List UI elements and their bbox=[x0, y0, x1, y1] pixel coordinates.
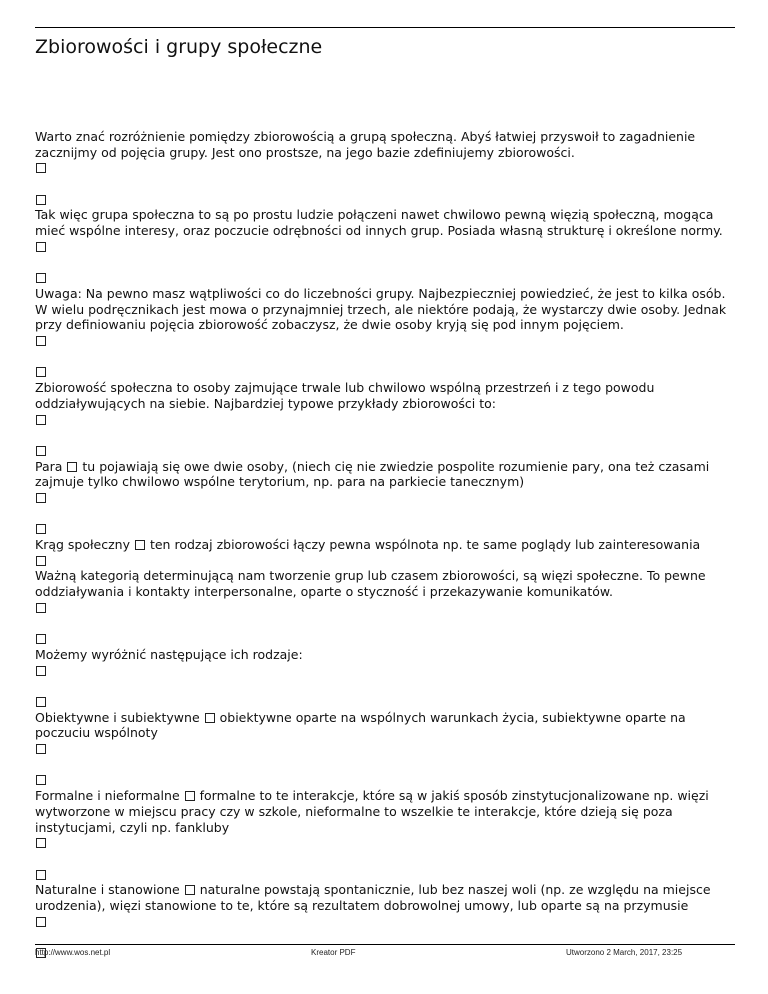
footer-generator: Kreator PDF bbox=[311, 948, 356, 957]
tie-text: naturalne powstają spontanicznie, lub bez naszej woli (np. ze względu na miejsce urodzenia), więzi stanowione to te, które są rezultatem dobrowolnej umowy, lub oparte są na przymusie bbox=[35, 882, 711, 914]
checkbox-glyph-icon bbox=[36, 336, 46, 346]
paragraph-tie-types-lead: Możemy wyróżnić następujące ich rodzaje: bbox=[35, 646, 303, 662]
checkbox-glyph-icon bbox=[36, 163, 46, 173]
checkbox-glyph-icon bbox=[36, 446, 46, 456]
checkbox-glyph-icon bbox=[36, 634, 46, 644]
checkbox-glyph-icon bbox=[205, 713, 215, 723]
checkbox-glyph-icon bbox=[36, 493, 46, 503]
page-title: Zbiorowości i grupy społeczne bbox=[35, 36, 323, 58]
checkbox-glyph-icon bbox=[36, 697, 46, 707]
bullet-box bbox=[35, 412, 735, 428]
checkbox-glyph-icon bbox=[36, 415, 46, 425]
bullet-box bbox=[35, 490, 735, 506]
checkbox-glyph-icon bbox=[36, 744, 46, 754]
checkbox-glyph-icon bbox=[135, 540, 145, 550]
footer-url-link[interactable]: http://www.wos.net.pl bbox=[35, 948, 111, 957]
document-body bbox=[35, 129, 735, 961]
checkbox-glyph-icon bbox=[36, 195, 46, 205]
checkbox-glyph-icon bbox=[36, 917, 46, 927]
bullet-box bbox=[35, 663, 735, 679]
bullet-box bbox=[35, 553, 735, 569]
item-text: ten rodzaj zbiorowości łączy pewna wspólnota np. te same poglądy lub zainteresowania bbox=[149, 537, 701, 553]
list-item-para bbox=[35, 459, 735, 490]
checkbox-glyph-icon bbox=[36, 603, 46, 613]
paragraph-group-definition: Tak więc grupa społeczna to są po prostu ludzie połączeni nawet chwilowo pewną więzią społeczną, mogąca mieć wspólne interesy, oraz poczucie odrębności od innych grup. Posiada własną strukturę i określone normy. bbox=[35, 207, 723, 239]
paragraph-social-ties: Ważną kategorią determinującą nam tworzenie grup lub czasem zbiorowości, są więzi społeczne. To pewne oddziaływania i kontakty interpersonalne, oparte o styczność i przekazywanie komunikatów. bbox=[35, 568, 706, 600]
bullet-box bbox=[35, 631, 735, 647]
footer-created-date: Utworzono 2 March, 2017, 23:25 bbox=[566, 948, 683, 957]
checkbox-glyph-icon bbox=[36, 838, 46, 848]
bullet-box bbox=[35, 239, 735, 255]
tie-type-formal-informal bbox=[35, 788, 735, 835]
checkbox-glyph-icon bbox=[185, 885, 195, 895]
bullet-box bbox=[35, 443, 735, 459]
bullet-box bbox=[35, 741, 735, 757]
tie-text: obiektywne oparte na wspólnych warunkach życia, subiektywne oparte na poczuciu wspólnoty bbox=[35, 709, 686, 741]
bullet-box bbox=[35, 521, 735, 537]
tie-type-objective-subjective bbox=[35, 710, 735, 741]
bullet-box bbox=[35, 364, 735, 380]
checkbox-glyph-icon bbox=[36, 666, 46, 676]
tie-text: formalne to te interakcje, które są w jakiś sposób zinstytucjonalizowane np. więzi wytworzone w miejscu pracy czy w szkole, nieformalne to wszelkie te interakcje, które dzieją się poza instytucjami, czyli np. fankluby bbox=[35, 788, 709, 835]
checkbox-glyph-icon bbox=[36, 870, 46, 880]
paragraph-group-size-note: Uwaga: Na pewno masz wątpliwości co do liczebności grupy. Najbezpieczniej powiedzieć, że jest to kilka osób. W wielu podręcznikach jest mowa o przynajmniej trzech, ale niektóre podają, że wystarczy dwie osoby. Jednak przy definiowaniu pojęcia zbiorowość zobaczysz, że dwie osoby kryją się pod innym pojęciem. bbox=[35, 285, 727, 333]
tie-term: Formalne i nieformalne bbox=[35, 788, 180, 804]
tie-type-natural-established bbox=[35, 882, 735, 913]
bullet-box bbox=[35, 835, 735, 851]
tie-term: Naturalne i stanowione bbox=[35, 882, 180, 898]
bullet-box bbox=[35, 160, 735, 176]
item-term: Para bbox=[35, 458, 63, 474]
bullet-box bbox=[35, 192, 735, 208]
checkbox-glyph-icon bbox=[185, 791, 195, 801]
item-term: Krąg społeczny bbox=[35, 537, 130, 553]
bullet-box bbox=[35, 914, 735, 930]
checkbox-glyph-icon bbox=[36, 273, 46, 283]
checkbox-glyph-icon bbox=[36, 524, 46, 534]
top-rule bbox=[35, 27, 735, 28]
item-text: tu pojawiają się owe dwie osoby, (niech cię nie zwiedzie pospolite rozumienie pary, ona też czasami zajmuje tylko chwilowo wspólne terytorium, np. para na parkiecie tanecznym) bbox=[35, 458, 710, 490]
checkbox-glyph-icon bbox=[67, 462, 77, 472]
checkbox-glyph-icon bbox=[36, 367, 46, 377]
bullet-box bbox=[35, 600, 735, 616]
bullet-box bbox=[35, 867, 735, 883]
paragraph-intro: Warto znać rozróżnienie pomiędzy zbiorowością a grupą społeczną. Abyś łatwiej przyswoił to zagadnienie zacznijmy od pojęcia grupy. Jest ono prostsze, na jego bazie zdefiniujemy zbiorowości. bbox=[35, 129, 696, 160]
checkbox-glyph-icon bbox=[36, 556, 46, 566]
bullet-box bbox=[35, 333, 735, 349]
bullet-box bbox=[35, 694, 735, 710]
footer-rule bbox=[35, 944, 735, 945]
checkbox-glyph-icon bbox=[36, 242, 46, 252]
list-item-social-circle bbox=[35, 537, 735, 553]
checkbox-glyph-icon bbox=[36, 775, 46, 785]
tie-term: Obiektywne i subiektywne bbox=[35, 709, 200, 725]
paragraph-collectivity-definition: Zbiorowość społeczna to osoby zajmujące trwale lub chwilowo wspólną przestrzeń i z tego powodu oddziaływujących na siebie. Najbardziej typowe przykłady zbiorowości to: bbox=[35, 380, 655, 411]
bullet-box bbox=[35, 270, 735, 286]
bullet-box bbox=[35, 772, 735, 788]
